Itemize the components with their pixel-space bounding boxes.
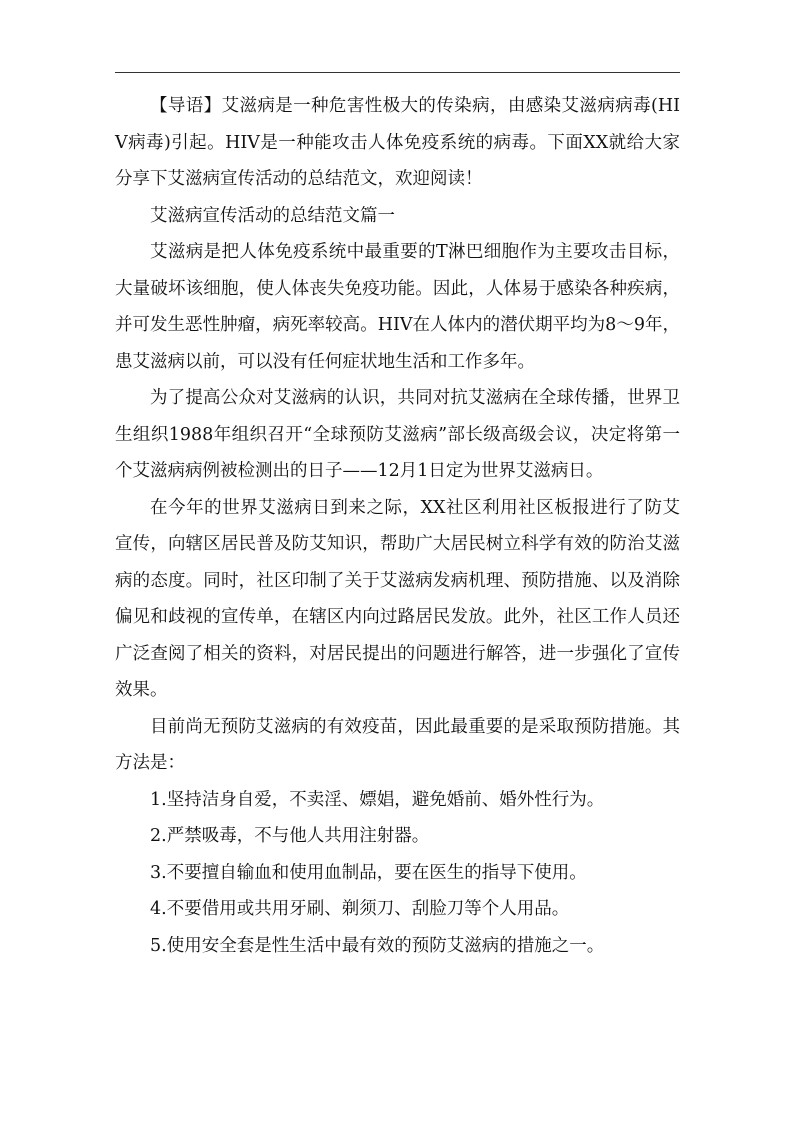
list-item: 4.不要借用或共用牙刷、剃须刀、刮脸刀等个人用品。 [150, 899, 570, 919]
body-paragraph: 在今年的世界艾滋病日到来之际，XX社区利用社区板报进行了防艾宣传，向辖区居民普及防艾知识，帮助广大居民树立科学有效的防治艾滋病的态度。同时，社区印制了关于艾滋病发病机理、预防措施、以及消除偏见和歧视的宣传单，在辖区内向过路居民发放。此外，社区工作人员还广泛查阅了相关的资料，对居民提出的问题进行解答，进一步强化了宣传效果。 [115, 497, 680, 700]
body-paragraph: 艾滋病是把人体免疫系统中最重要的T淋巴细胞作为主要攻击目标，大量破坏该细胞，使人体丧失免疫功能。因此，人体易于感染各种疾病，并可发生恶性肿瘤，病死率较高。HIV在人体内的潜伏期平均为8～9年，患艾滋病以前，可以没有任何症状地生活和工作多年。 [115, 242, 680, 372]
document-body [115, 88, 680, 964]
body-paragraph: 目前尚无预防艾滋病的有效疫苗，因此最重要的是采取预防措施。其方法是： [115, 716, 680, 773]
list-item: 1.坚持洁身自爱，不卖淫、嫖娼，避免婚前、婚外性行为。 [150, 789, 605, 810]
list-item: 5.使用安全套是性生活中最有效的预防艾滋病的措施之一。 [150, 935, 605, 956]
body-paragraph: 为了提高公众对艾滋病的认识，共同对抗艾滋病在全球传播，世界卫生组织1988年组织召开“全球预防艾滋病”部长级高级会议，决定将第一个艾滋病病例被检测出的日子——12月1日定为世界艾滋病日。 [115, 388, 680, 481]
intro-paragraph: 【导语】艾滋病是一种危害性极大的传染病，由感染艾滋病病毒(HIV病毒)引起。HIV是一种能攻击人体免疫系统的病毒。下面XX就给大家分享下艾滋病宣传活动的总结范文，欢迎阅读！ [115, 96, 680, 189]
header-rule [115, 72, 680, 73]
list-item: 3.不要擅自输血和使用血制品，要在医生的指导下使用。 [150, 862, 587, 883]
list-item: 2.严禁吸毒，不与他人共用注射器。 [150, 826, 430, 846]
section-title: 艾滋病宣传活动的总结范文篇一 [150, 205, 395, 226]
